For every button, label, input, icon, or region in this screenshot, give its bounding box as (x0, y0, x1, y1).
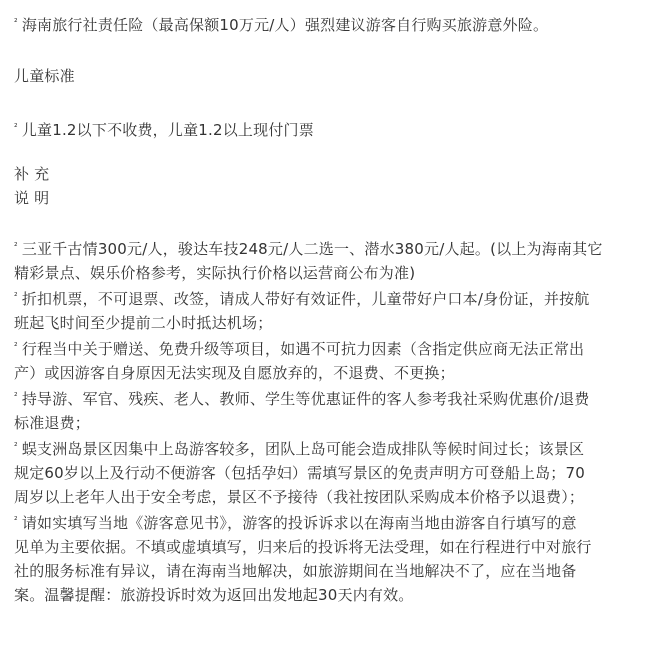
children-standard-text: 儿童1.2以下不收费，儿童1.2以上现付门票 (21, 121, 314, 139)
insurance-note (14, 11, 648, 37)
supplement-heading-line2: 说 明 (14, 189, 50, 207)
bullet-marker: ² (14, 516, 18, 526)
notes-list (14, 235, 648, 607)
bullet-marker: ² (14, 123, 18, 133)
note-item: $^{^2}$ 蜈支洲岛景区因集中上岛游客较多，团队上岛可能会造成排队等候时间过长；该景区 规定60岁以上及行动不便游客（包括孕妇）需填写景区的免责声明方可登船上岛；70 周岁以上老年人出于安全考虑，景区不予接待（我社按团队采购成本价格予以退费）； (14, 440, 585, 506)
insurance-note-text: 海南旅行社责任险（最高保额10万元/人）强烈建议游客自行购买旅游意外险。 (21, 16, 549, 34)
bullet-marker: ² (14, 392, 18, 402)
supplement-heading (14, 162, 648, 210)
bullet-marker: ² (14, 18, 18, 28)
supplement-heading-line1: 补 充 (14, 165, 50, 183)
bullet-marker: ² (14, 292, 18, 302)
bullet-marker: ² (14, 442, 18, 452)
note-item: $^{^2}$ 持导游、军官、残疾、老人、教师、学生等优惠证件的客人参考我社采购优惠价/退费 标准退费； (14, 390, 590, 432)
bullet-marker: ² (14, 242, 18, 252)
note-item: $^{^2}$ 折扣机票，不可退票、改签，请成人带好有效证件，儿童带好户口本/身份证，并按航 班起飞时间至少提前二小时抵达机场； (14, 290, 590, 332)
children-standard-heading: 儿童标准 (14, 67, 75, 85)
bullet-marker: ² (14, 342, 18, 352)
note-item: $^{^2}$ 请如实填写当地《游客意见书》，游客的投诉诉求以在海南当地由游客自行填写的意 见单为主要依据。不填或虚填填写，归来后的投诉将无法受理，如在行程进行中对旅行 社的服务标准有异议，请在海南当地解决，如旅游期间在当地解决不了，应在当地备 案。温馨提醒：旅游投诉时效为返回出发地起30天内有效。 (14, 514, 592, 604)
note-item: $^{^2}$ 三亚千古情300元/人，骏达车技248元/人二选一、潜水380元/人起。(以上为海南其它 精彩景点、娱乐价格参考，实际执行价格以运营商公布为准) (14, 240, 603, 282)
note-item: $^{^2}$ 行程当中关于赠送、免费升级等项目，如遇不可抗力因素（含指定供应商无法正常出 产）或因游客自身原因无法实现及自愿放弃的，不退费、不更换； (14, 340, 585, 382)
children-standard-rule (14, 116, 648, 142)
